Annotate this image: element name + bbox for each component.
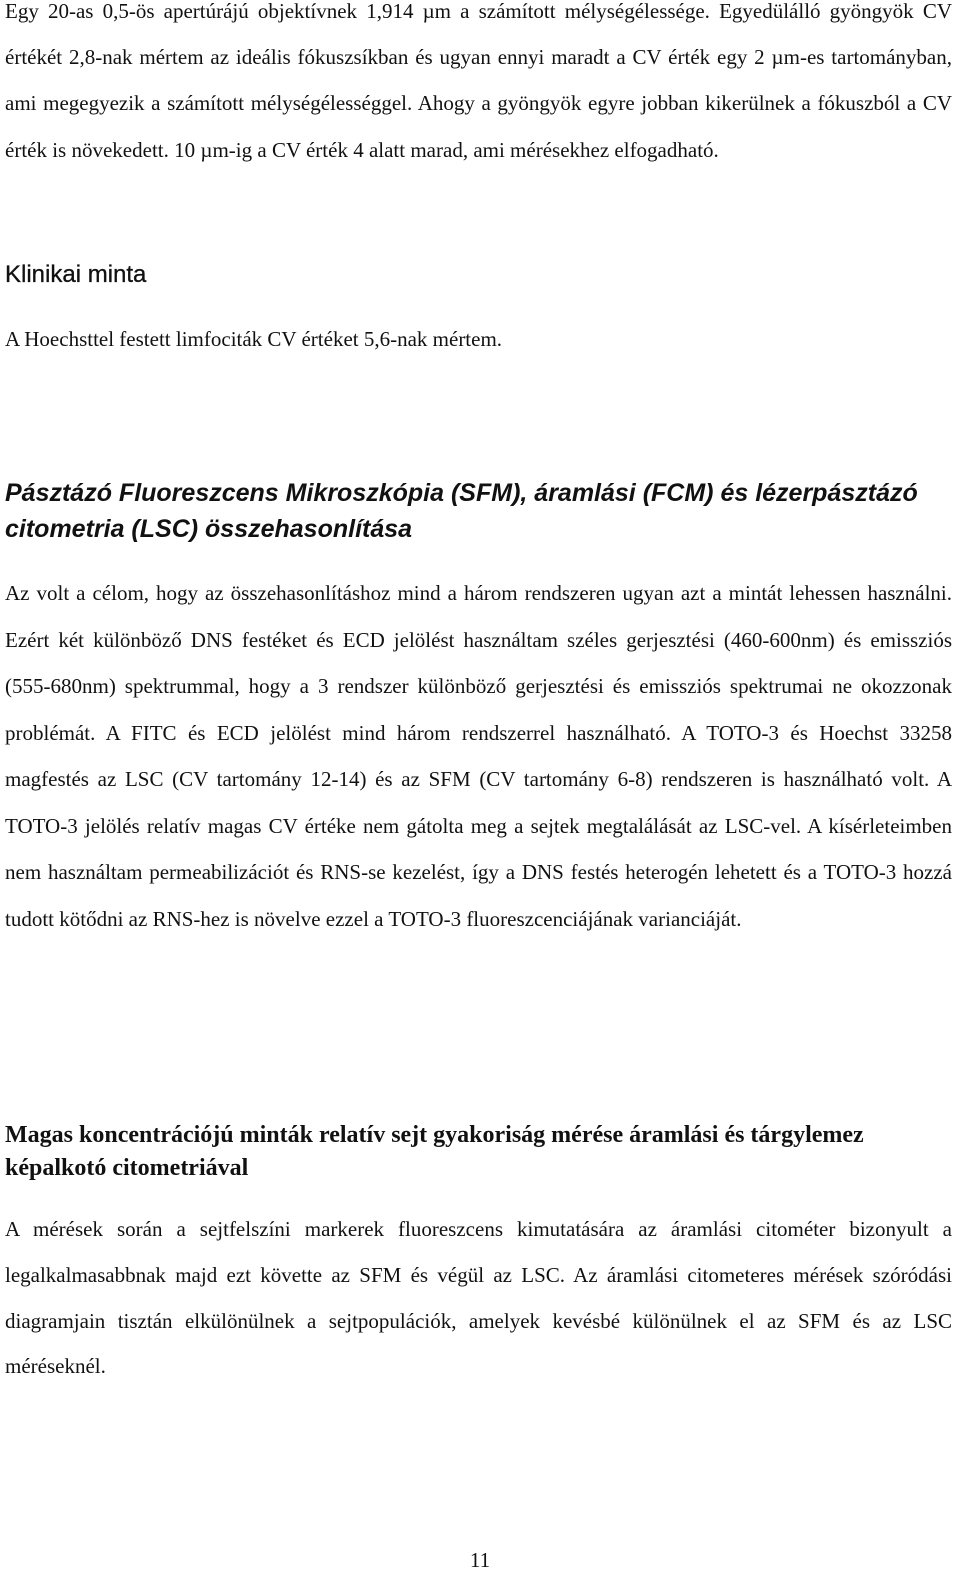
page-number: 11 — [469, 1548, 491, 1572]
paragraph-intro: Egy 20-as 0,5-ös apertúrájú objektívnek 1,914 µm a számított mélységélessége. Egyedülálló gyöngyök CV értékét 2,8-nak mértem az ideális fókuszsíkban és ugyan ennyi maradt a CV érték egy 2 µm-es tartományban, ami megegyezik a számított mélységélességgel. Ahogy a gyöngyök egyre jobban kikerülnek a fókuszból a CV érték is növekedett. 10 µm-ig a CV érték 4 alatt marad, ami mérésekhez elfogadható. — [5, 0, 952, 162]
heading-klinikai-minta: Klinikai minta — [5, 261, 147, 288]
paragraph-klinikai-minta: A Hoechsttel festett limfociták CV értéket 5,6-nak mértem. — [5, 327, 503, 351]
heading-magas-koncentracio: Magas koncentrációjú minták relatív sejt gyakoriság mérése áramlási és tárgylemez képalkotó citometriával — [5, 1122, 864, 1181]
heading-sfm-comparison: Pásztázó Fluoreszcens Mikroszkópia (SFM), áramlási (FCM) és lézerpásztázó citometria (LSC) összehasonlítása — [5, 479, 918, 543]
paragraph-magas-koncentracio: A mérések során a sejtfelszíni markerek fluoreszcens kimutatására az áramlási citométer bizonyult a legalkalmasabbnak majd ezt követte az SFM és végül az LSC. Az áramlási citometeres mérések szóródási diagramjain tisztán elkülönülnek a sejtpopulációk, amelyek kevésbé különülnek el az SFM és az LSC méréseknél. — [5, 1217, 952, 1379]
paragraph-sfm-comparison: Az volt a célom, hogy az összehasonlításhoz mind a három rendszeren ugyan azt a mintát lehessen használni. Ezért két különböző DNS festéket és ECD jelölést használtam széles gerjesztési (460-600nm) és emissziós (555-680nm) spektrummal, hogy a 3 rendszer különböző gerjesztési és emissziós spektrumai ne okozzonak problémát. A FITC és ECD jelölést mind három rendszerrel használható. A TOTO-3 és Hoechst 33258 magfestés az LSC (CV tartomány 12-14) és az SFM (CV tartomány 6-8) rendszeren is használható volt. A TOTO-3 jelölés relatív magas CV értéke nem gátolta meg a sejtek megtalálását az LSC-vel. A kísérleteimben nem használtam permeabilizációt és RNS-se kezelést, így a DNS festés heterogén lehetett és a TOTO-3 hozzá tudott kötődni az RNS-hez is növelve ezzel a TOTO-3 fluoreszcenciájának varianciáját. — [5, 581, 952, 931]
